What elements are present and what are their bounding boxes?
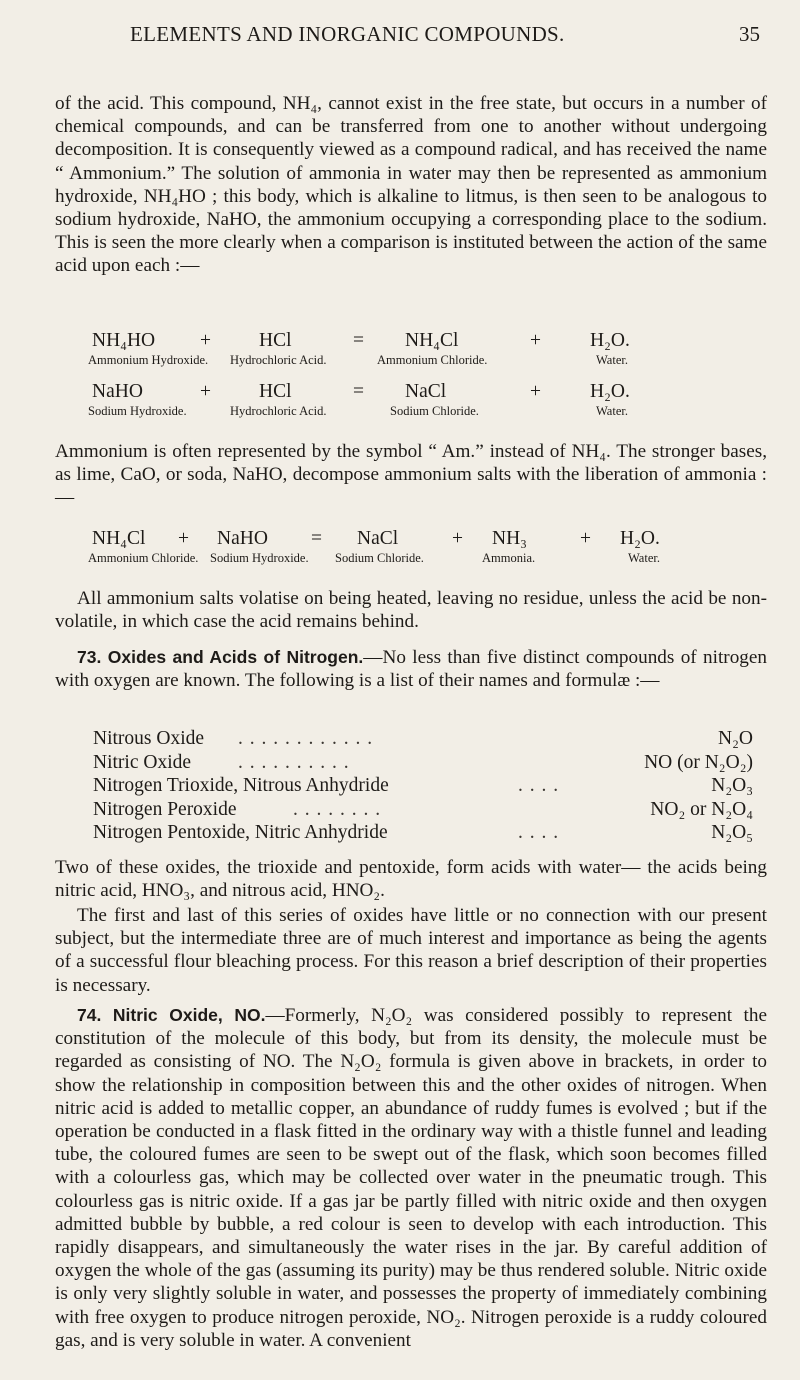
oxide-name: Nitrogen Pentoxide, Nitric Anhydride bbox=[93, 822, 388, 843]
eq1-caption: Ammonium Hydroxide. bbox=[88, 353, 209, 367]
eq1-caption: Water. bbox=[596, 353, 628, 367]
page-number: 35 bbox=[739, 22, 760, 46]
eq2-caption: Hydrochloric Acid. bbox=[230, 404, 327, 418]
dot-leader: . . . . . . . . . . . . bbox=[238, 728, 374, 749]
eq3-term: + bbox=[452, 528, 463, 549]
oxide-formula: NO₂ or N₂O₄ bbox=[650, 798, 753, 820]
eq2-caption: Sodium Chloride. bbox=[390, 404, 479, 418]
oxide-formula: N₂O₃ bbox=[711, 775, 753, 796]
eq3-term: H₂O. bbox=[620, 528, 660, 549]
oxide-row bbox=[93, 799, 753, 823]
oxide-formula: NO (or N₂O₂) bbox=[644, 751, 753, 773]
eq1-term: NH₄Cl bbox=[405, 330, 459, 351]
header-title: ELEMENTS AND INORGANIC COMPOUNDS. bbox=[130, 22, 565, 46]
dot-leader: . . . . bbox=[518, 822, 560, 843]
eq3-term: NH₃ bbox=[492, 528, 527, 549]
eq2-term: NaHO bbox=[92, 381, 143, 402]
eq2-term: HCl bbox=[259, 381, 292, 402]
eq3-caption: Ammonia. bbox=[482, 551, 536, 565]
eq1-caption: Ammonium Chloride. bbox=[377, 353, 488, 367]
section-73-text: —No less than five distinct compounds of nitrogen with oxygen are known. The following is a list of their names and formulæ :— bbox=[55, 647, 767, 692]
oxide-row bbox=[93, 822, 753, 846]
oxide-formula: N₂O bbox=[718, 728, 753, 749]
eq3-caption: Sodium Chloride. bbox=[335, 551, 424, 565]
eq3-caption: Ammonium Chloride. bbox=[88, 551, 199, 565]
eq1-term: + bbox=[200, 330, 211, 351]
eq1-term: NH₄HO bbox=[92, 330, 156, 351]
eq3-term: = bbox=[311, 528, 322, 549]
eq2-caption: Sodium Hydroxide. bbox=[88, 404, 187, 418]
section-74-text: —Formerly, N₂O₂ was considered possibly to represent the constitution of the molecule of this body, but from its density, the molecule must be regarded as consisting of NO. The N₂O₂ formula is given above in brackets, in order to show the relationship in composition between this and the other oxides of nitrogen. When nitric acid is added to metallic copper, an abundance of ruddy fumes is evolved ; but if the operation be conducted in a flask fitted in the ordinary way with a thistle funnel and leading tube, the coloured fumes are seen to be swept out of the flask, which soon becomes filled with a colourless gas, which may be collected over water in the pneumatic trough. This colourless gas is nitric oxide. If a gas jar be partly filled with nitric oxide and then oxygen admitted bubble by bubble, a red colour is seen to develop with each introduction. This rapidly disappears, and simultaneously the water rises in the jar. By careful addition of oxygen the whole of the gas (assuming its purity) may be thus rendered soluble. Nitric oxide is only very slightly soluble in water, and possesses the property of immediately combining with free oxygen to produce nitrogen peroxide, NO₂. Nitrogen peroxide is a ruddy coloured gas, and is very soluble in water. A convenient bbox=[55, 1005, 768, 1351]
paragraph-oxide-acids: Two of these oxides, the trioxide and pentoxide, form acids with water— the acids being nitric acid, HNO₃, and nitrous acid, HNO₂. bbox=[55, 857, 767, 902]
paragraph-ammonium-symbol: Ammonium is often represented by the symbol “ Am.” instead of NH₄. The stronger bases, as lime, CaO, or soda, NaHO, decompose ammonium salts with the liberation of ammonia :— bbox=[55, 441, 767, 509]
eq1-term: HCl bbox=[259, 330, 292, 351]
eq2-term: + bbox=[200, 381, 211, 402]
dot-leader: . . . . bbox=[518, 775, 560, 796]
oxide-name: Nitrogen Peroxide bbox=[93, 798, 237, 820]
eq1-caption: Hydrochloric Acid. bbox=[230, 353, 327, 367]
section-73 bbox=[55, 646, 767, 692]
eq3-caption: Water. bbox=[628, 551, 660, 565]
oxide-name: Nitrogen Trioxide, Nitrous Anhydride bbox=[93, 775, 389, 796]
eq2-term: H₂O. bbox=[590, 381, 630, 402]
eq1-term: + bbox=[530, 330, 541, 351]
eq3-caption: Sodium Hydroxide. bbox=[210, 551, 309, 565]
eq3-term: NaCl bbox=[357, 528, 399, 549]
eq2-term: = bbox=[353, 381, 364, 402]
eq2-caption: Water. bbox=[596, 404, 628, 418]
eq3-term: NH₄Cl bbox=[92, 528, 146, 549]
eq3-term: NaHO bbox=[217, 528, 268, 549]
eq1-term: = bbox=[353, 330, 364, 351]
oxide-name: Nitric Oxide bbox=[93, 751, 192, 773]
dot-leader: . . . . . . . . bbox=[293, 798, 382, 820]
dot-leader: . . . . . . . . . . bbox=[238, 751, 350, 773]
section-heading: 73. Oxides and Acids of Nitrogen. bbox=[77, 647, 364, 667]
eq2-term: NaCl bbox=[405, 381, 447, 402]
eq3-term: + bbox=[178, 528, 189, 549]
section-74 bbox=[55, 1004, 767, 1352]
eq1-term: H₂O. bbox=[590, 330, 630, 351]
oxide-row bbox=[93, 752, 753, 776]
eq3-term: + bbox=[580, 528, 591, 549]
oxide-formula: N₂O₅ bbox=[711, 822, 753, 843]
oxide-name: Nitrous Oxide bbox=[93, 728, 205, 749]
eq2-term: + bbox=[530, 381, 541, 402]
oxides-list bbox=[93, 728, 753, 846]
section-heading: 74. Nitric Oxide, NO. bbox=[77, 1005, 266, 1025]
oxide-row bbox=[93, 728, 753, 752]
running-header bbox=[0, 16, 800, 52]
paragraph-volatile-salts: All ammonium salts volatise on being heated, leaving no residue, unless the acid be non-volatile, in which case the acid remains behind. bbox=[55, 588, 767, 633]
oxide-row bbox=[93, 775, 753, 799]
paragraph-flour-bleaching: The first and last of this series of oxides have little or no connection with our present subject, but the intermediate three are of much interest and importance as being the agents of a successful flour bleaching process. For this reason a brief description of their properties is necessary. bbox=[55, 905, 767, 996]
paragraph-ammonium-radical: of the acid. This compound, NH₄, cannot exist in the free state, but occurs in a number of chemical compounds, and can be transferred from one to another without undergoing decomposition. It is consequently viewed as a compound radical, and has received the name “ Ammonium.” The solution of ammonia in water may then be represented as ammonium hydroxide, NH₄HO ; this body, which is alkaline to litmus, is then seen to be analogous to sodium hydroxide, NaHO, the ammonium occupying a corresponding place to the sodium. This is seen the more clearly when a comparison is instituted between the action of the same acid upon each :— bbox=[55, 93, 767, 277]
